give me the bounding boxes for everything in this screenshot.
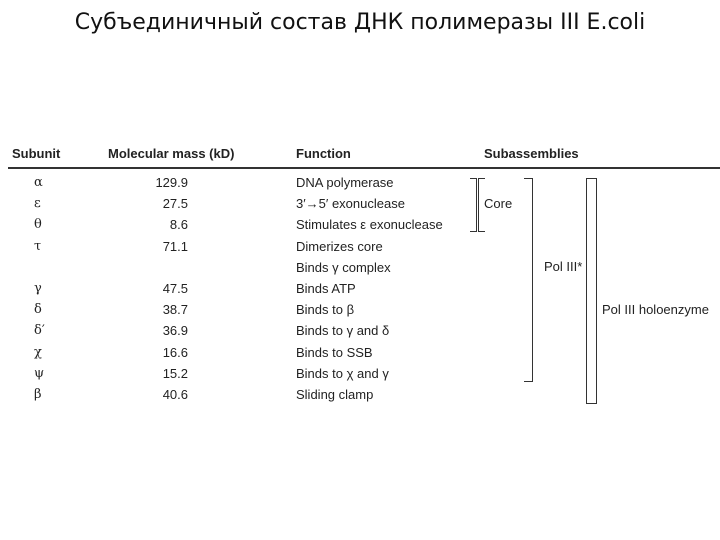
subunit-function: Binds to χ and γ: [296, 365, 389, 381]
subunit-mass: 71.1: [162, 238, 188, 254]
subunit-function: DNA polymerase: [296, 175, 394, 190]
subunit-function: Binds ATP: [296, 281, 356, 296]
subunit-function: Binds to β: [296, 302, 355, 318]
subunit-symbol: τ: [34, 238, 42, 254]
header-subunit: Subunit: [12, 146, 61, 161]
subunit-symbol: γ: [34, 281, 42, 296]
subunit-mass: 27.5: [162, 196, 188, 212]
pol3star-label: Pol III*: [544, 259, 583, 274]
subunit-function: Sliding clamp: [296, 387, 374, 402]
subunit-table: [8, 142, 720, 412]
header-mass: Molecular mass (kD): [108, 146, 235, 161]
slide-title: Субъединичный состав ДНК полимеразы III E.coli: [74, 10, 646, 35]
subunit-function: Stimulates ε exonuclease: [296, 217, 443, 233]
subunit-mass: 36.9: [162, 323, 188, 339]
subunit-symbol: θ: [34, 217, 42, 233]
header-subassemblies: Subassemblies: [484, 146, 579, 161]
subunit-symbol: δ′: [34, 323, 45, 339]
subunit-mass: 129.9: [155, 175, 188, 190]
subunit-function: Binds to γ and δ: [296, 323, 390, 339]
subunit-function: Binds to SSB: [296, 344, 373, 360]
subunit-mass: 8.6: [169, 217, 188, 233]
subunit-function: 3′→5′ exonuclease: [296, 196, 405, 212]
subunit-symbol: β: [34, 387, 42, 402]
subunit-mass: 47.5: [162, 281, 188, 296]
subunit-mass: 40.6: [162, 387, 188, 402]
subunit-symbol: ε: [34, 196, 41, 212]
subunit-function: Dimerizes core: [296, 238, 383, 254]
subunit-symbol: ψ: [34, 365, 45, 381]
subunit-mass: 16.6: [162, 344, 188, 360]
core-label: Core: [484, 196, 513, 211]
holoenzyme-bracket: [588, 178, 597, 404]
subunit-symbol: δ: [34, 302, 42, 318]
header-rule: [8, 167, 720, 169]
subunit-mass: 15.2: [162, 365, 188, 381]
core-bracket: [470, 178, 477, 232]
subunit-symbol: χ: [34, 344, 42, 360]
subunit-mass: 38.7: [162, 302, 188, 318]
subunit-function: Binds γ complex: [296, 259, 391, 275]
pol3star-bracket: [524, 178, 533, 382]
subunit-symbol: α: [34, 175, 43, 190]
header-function: Function: [296, 146, 351, 161]
holoenzyme-label: Pol III holoenzyme: [602, 302, 709, 317]
